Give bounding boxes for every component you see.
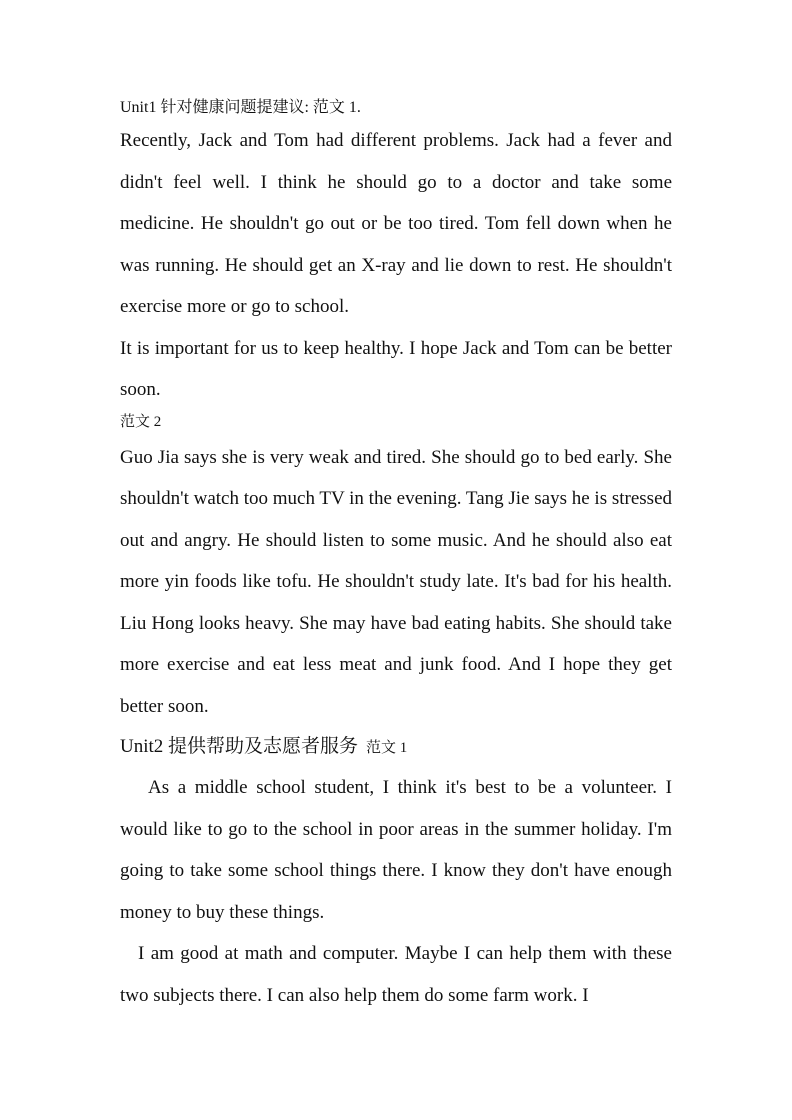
unit2-paragraph1: As a middle school student, I think it's best to be a volunteer. I would like to go to the school in poor areas in the summer holiday. I'm going to take some school things there. I know they don't have enough money to buy these things. — [120, 777, 672, 923]
document-page — [120, 96, 672, 1016]
unit1-heading: Unit1 针对健康问题提建议: 范文 1. — [120, 99, 361, 116]
unit2-heading — [120, 727, 672, 767]
unit1-sample1-paragraph2: It is important for us to keep healthy. I hope Jack and Tom can be better soon. — [120, 337, 672, 400]
unit2-sample1-label: 范文 1 — [366, 740, 408, 756]
unit2-paragraph2: I am good at math and computer. Maybe I can help them with these two subjects there. I can also help them do some farm work. I — [120, 943, 672, 1006]
unit2-title: Unit2 提供帮助及志愿者服务 — [120, 736, 359, 757]
unit1-sample2-paragraph: Guo Jia says she is very weak and tired. She should go to bed early. She shouldn't watch too much TV in the evening. Tang Jie says he is stressed out and angry. He should listen to some music. And he should also eat more yin foods like tofu. He shouldn't study late. It's bad for his health. Liu Hong looks heavy. She may have bad eating habits. She should take more exercise and eat less meat and junk food. And I hope they get better soon. — [120, 446, 672, 717]
unit1-sample1-paragraph1: Recently, Jack and Tom had different problems. Jack had a fever and didn't feel well. I think he should go to a doctor and take some medicine. He shouldn't go out or be too tired. Tom fell down when he was running. He should get an X-ray and lie down to rest. He shouldn't exercise more or go to school. — [120, 130, 672, 317]
unit1-sample2-heading: 范文 2 — [120, 413, 162, 430]
